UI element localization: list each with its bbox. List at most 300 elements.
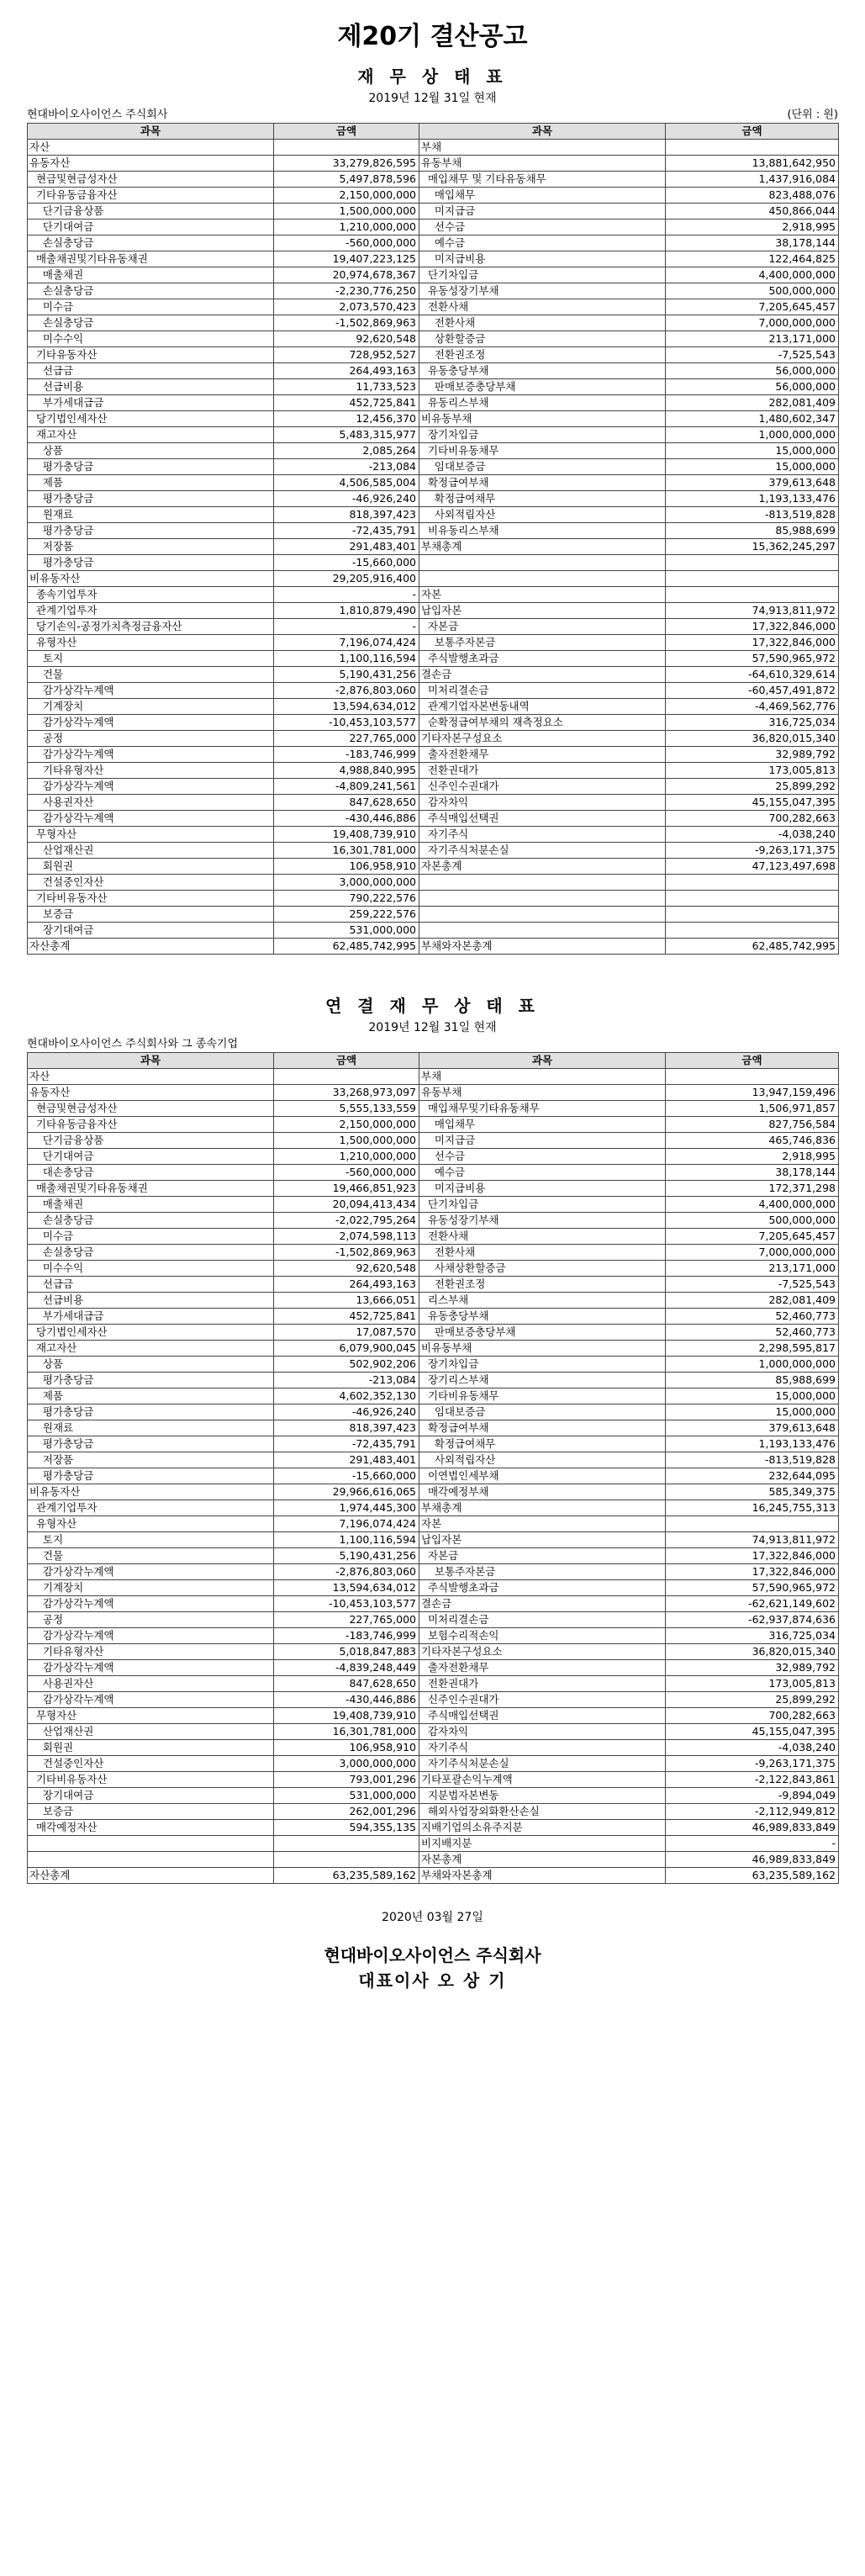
account-cell: 제품 <box>28 475 274 491</box>
amount-cell: 56,000,000 <box>666 363 839 379</box>
amount-cell: 52,460,773 <box>666 1325 839 1341</box>
account-cell: 선수금 <box>419 1149 666 1165</box>
amount-cell: 4,988,840,995 <box>274 763 419 779</box>
amount-cell: -2,022,795,264 <box>274 1213 419 1229</box>
account-cell: 보증금 <box>28 907 274 923</box>
amount-cell: 500,000,000 <box>666 283 839 299</box>
account-cell: 미지급비용 <box>419 251 666 267</box>
separate-table-body <box>28 140 839 955</box>
account-cell: 전환권조정 <box>419 1277 666 1293</box>
table-row <box>28 1452 839 1468</box>
amount-cell: 19,466,851,923 <box>274 1181 419 1197</box>
amount-cell: 32,989,792 <box>666 747 839 763</box>
account-cell: 자본총계 <box>419 1852 666 1868</box>
account-cell: 자기주식처분손실 <box>419 1756 666 1772</box>
amount-cell: 19,408,739,910 <box>274 1708 419 1724</box>
account-cell: 재고자산 <box>28 1341 274 1357</box>
amount-cell: 172,371,298 <box>666 1181 839 1197</box>
amount-cell: 594,355,135 <box>274 1820 419 1836</box>
account-cell: 무형자산 <box>28 827 274 843</box>
account-cell: 단기차입금 <box>419 1197 666 1213</box>
table-row <box>28 283 839 299</box>
amount-cell: 33,279,826,595 <box>274 156 419 172</box>
notice-title: 제20기 결산공고 <box>337 22 528 51</box>
account-cell: 유형자산 <box>28 1516 274 1532</box>
account-cell: 자기주식 <box>419 827 666 843</box>
amount-cell: 818,397,423 <box>274 1420 419 1436</box>
amount-cell: 1,100,116,594 <box>274 1532 419 1548</box>
amount-cell: 62,485,742,995 <box>274 939 419 955</box>
account-cell: 관계기업투자 <box>28 603 274 619</box>
amount-cell: 379,613,648 <box>666 475 839 491</box>
account-cell: 재고자산 <box>28 427 274 443</box>
table-row <box>28 747 839 763</box>
table-row <box>28 1564 839 1580</box>
account-cell: 부가세대급금 <box>28 395 274 411</box>
account-cell: 리스부채 <box>419 1293 666 1309</box>
header-account: 과목 <box>419 1053 666 1069</box>
account-cell: 유동충당부채 <box>419 1309 666 1325</box>
table-row <box>28 1868 839 1884</box>
amount-cell: -9,263,171,375 <box>666 1756 839 1772</box>
amount-cell <box>666 875 839 891</box>
amount-cell: 502,902,206 <box>274 1357 419 1373</box>
amount-cell: -9,263,171,375 <box>666 843 839 859</box>
amount-cell: 45,155,047,395 <box>666 1724 839 1740</box>
separate-heading: 재 무 상 태 표 <box>357 66 508 87</box>
account-cell: 기타유형자산 <box>28 763 274 779</box>
amount-cell: 19,408,739,910 <box>274 827 419 843</box>
account-cell: 확정급여채무 <box>419 491 666 507</box>
table-row <box>28 1612 839 1628</box>
table-row <box>28 1596 839 1612</box>
table-row <box>28 1149 839 1165</box>
notice-document <box>27 22 838 1993</box>
amount-cell: 12,456,370 <box>274 411 419 427</box>
account-cell: 판매보증충당부채 <box>419 1325 666 1341</box>
table-row <box>28 475 839 491</box>
amount-cell: -72,435,791 <box>274 1436 419 1452</box>
table-row <box>28 555 839 571</box>
consolidated-meta <box>27 1037 838 1052</box>
account-cell: 자기주식 <box>419 1740 666 1756</box>
amount-cell: 213,171,000 <box>666 331 839 347</box>
table-row <box>28 1373 839 1389</box>
table-row <box>28 1085 839 1101</box>
amount-cell: 847,628,650 <box>274 1676 419 1692</box>
account-cell: 기타유형자산 <box>28 1644 274 1660</box>
table-header-row <box>28 1053 839 1069</box>
account-cell: 기타비유동채무 <box>419 1389 666 1404</box>
table-row <box>28 715 839 731</box>
account-cell: 미처리결손금 <box>419 1612 666 1628</box>
account-cell: 평가충당금 <box>28 1373 274 1389</box>
table-row <box>28 1325 839 1341</box>
account-cell: 매입채무 <box>419 1117 666 1133</box>
amount-cell: 173,005,813 <box>666 763 839 779</box>
table-row <box>28 779 839 795</box>
account-cell: 감가상각누계액 <box>28 1692 274 1708</box>
amount-cell: 3,000,000,000 <box>274 1756 419 1772</box>
amount-cell: -430,446,886 <box>274 811 419 827</box>
account-cell: 전환사채 <box>419 315 666 331</box>
account-cell: 단기차입금 <box>419 267 666 283</box>
account-cell: 공정 <box>28 1612 274 1628</box>
account-cell: 매입채무 및 기타유동채무 <box>419 172 666 188</box>
account-cell: 기계장치 <box>28 1580 274 1596</box>
amount-cell: 1,810,879,490 <box>274 603 419 619</box>
amount-cell <box>666 140 839 156</box>
account-cell: 납입자본 <box>419 603 666 619</box>
account-cell: 사채상환할증금 <box>419 1261 666 1277</box>
amount-cell: 11,733,523 <box>274 379 419 395</box>
table-row <box>28 172 839 188</box>
table-row <box>28 507 839 523</box>
account-cell: 전환사채 <box>419 299 666 315</box>
account-cell: 보통주자본금 <box>419 1564 666 1580</box>
account-cell: 전환권대가 <box>419 763 666 779</box>
account-cell: 장기대여금 <box>28 923 274 939</box>
table-row <box>28 1293 839 1309</box>
amount-cell: 2,298,595,817 <box>666 1341 839 1357</box>
amount-cell: -7,525,543 <box>666 1277 839 1293</box>
amount-cell: 227,765,000 <box>274 1612 419 1628</box>
amount-cell: -4,809,241,561 <box>274 779 419 795</box>
account-cell: 자본금 <box>419 1548 666 1564</box>
amount-cell: -4,038,240 <box>666 827 839 843</box>
account-cell: 기타자본구성요소 <box>419 731 666 747</box>
table-row <box>28 1500 839 1516</box>
table-row <box>28 1436 839 1452</box>
amount-cell: 262,001,296 <box>274 1804 419 1820</box>
table-row <box>28 347 839 363</box>
account-cell: 해외사업장외화환산손실 <box>419 1804 666 1820</box>
amount-cell: 45,155,047,395 <box>666 795 839 811</box>
table-row <box>28 1165 839 1181</box>
account-cell <box>28 1852 274 1868</box>
account-cell: 장기차입금 <box>419 427 666 443</box>
amount-cell: - <box>274 619 419 635</box>
amount-cell: 56,000,000 <box>666 379 839 395</box>
amount-cell: 847,628,650 <box>274 795 419 811</box>
amount-cell: 264,493,163 <box>274 363 419 379</box>
account-cell: 확정급여채무 <box>419 1436 666 1452</box>
account-cell: 매출채권및기타유동채권 <box>28 251 274 267</box>
account-cell: 현금및현금성자산 <box>28 1101 274 1117</box>
account-cell: 비유동부채 <box>419 1341 666 1357</box>
account-cell: 장기대여금 <box>28 1788 274 1804</box>
amount-cell: 25,899,292 <box>666 779 839 795</box>
table-row <box>28 1660 839 1676</box>
account-cell: 전환권조정 <box>419 347 666 363</box>
amount-cell <box>666 907 839 923</box>
table-row <box>28 619 839 635</box>
amount-cell: 46,989,833,849 <box>666 1820 839 1836</box>
amount-cell: 316,725,034 <box>666 1628 839 1644</box>
account-cell: 회원권 <box>28 1740 274 1756</box>
amount-cell: 33,268,973,097 <box>274 1085 419 1101</box>
account-cell: 전환사채 <box>419 1229 666 1245</box>
amount-cell: -46,926,240 <box>274 1404 419 1420</box>
account-cell: 관계기업자본변동내역 <box>419 699 666 715</box>
amount-cell <box>666 555 839 571</box>
account-cell <box>419 923 666 939</box>
account-cell: 선급금 <box>28 1277 274 1293</box>
amount-cell: 452,725,841 <box>274 1309 419 1325</box>
amount-cell: 7,196,074,424 <box>274 1516 419 1532</box>
amount-cell: -72,435,791 <box>274 523 419 539</box>
amount-cell: 1,500,000,000 <box>274 204 419 220</box>
table-row <box>28 827 839 843</box>
amount-cell: -2,230,776,250 <box>274 283 419 299</box>
separate-company: 현대바이오사이언스 주식회사 <box>27 108 168 121</box>
table-row <box>28 1580 839 1596</box>
account-cell: 사외적립자산 <box>419 1452 666 1468</box>
table-row <box>28 1229 839 1245</box>
account-cell: 주식매입선택권 <box>419 811 666 827</box>
table-row <box>28 235 839 251</box>
footer-ceo: 대표이사 오 상 기 <box>358 1970 507 1991</box>
amount-cell: -10,453,103,577 <box>274 715 419 731</box>
table-row <box>28 1676 839 1692</box>
account-cell: 미처리결손금 <box>419 683 666 699</box>
account-cell: 판매보증충당부채 <box>419 379 666 395</box>
account-cell: 비유동리스부채 <box>419 523 666 539</box>
account-cell: 감가상각누계액 <box>28 683 274 699</box>
table-row <box>28 1404 839 1420</box>
amount-cell: 3,000,000,000 <box>274 875 419 891</box>
separate-unit: (단위 : 원) <box>787 108 838 121</box>
account-cell: 매각예정부채 <box>419 1484 666 1500</box>
amount-cell: 282,081,409 <box>666 1293 839 1309</box>
consolidated-company: 현대바이오사이언스 주식회사와 그 종속기업 <box>27 1038 238 1050</box>
amount-cell: 106,958,910 <box>274 859 419 875</box>
table-row <box>28 1804 839 1820</box>
account-cell <box>28 1836 274 1852</box>
account-cell: 확정급여부채 <box>419 475 666 491</box>
account-cell: 기타자본구성요소 <box>419 1644 666 1660</box>
account-cell: 평가충당금 <box>28 1468 274 1484</box>
footer-company: 현대바이오사이언스 주식회사 <box>324 1945 541 1965</box>
amount-cell: -15,660,000 <box>274 555 419 571</box>
amount-cell: 1,437,916,084 <box>666 172 839 188</box>
amount-cell: 5,190,431,256 <box>274 1548 419 1564</box>
account-cell: 미지급비용 <box>419 1181 666 1197</box>
amount-cell: 2,085,264 <box>274 443 419 459</box>
account-cell: 공정 <box>28 731 274 747</box>
account-cell: 미지급금 <box>419 1133 666 1149</box>
amount-cell: 15,000,000 <box>666 459 839 475</box>
consolidated-balance-table <box>27 1052 839 1884</box>
amount-cell: -2,112,949,812 <box>666 1804 839 1820</box>
account-cell: 건물 <box>28 1548 274 1564</box>
account-cell: 부채 <box>419 1069 666 1085</box>
amount-cell: 5,497,878,596 <box>274 172 419 188</box>
account-cell: 대손충당금 <box>28 1165 274 1181</box>
account-cell: 감가상각누계액 <box>28 1660 274 1676</box>
amount-cell: 36,820,015,340 <box>666 731 839 747</box>
account-cell: 주식발행초과금 <box>419 1580 666 1596</box>
amount-cell: 2,918,995 <box>666 220 839 235</box>
account-cell: 미수수익 <box>28 331 274 347</box>
account-cell: 저장품 <box>28 1452 274 1468</box>
account-cell <box>419 555 666 571</box>
amount-cell: 15,000,000 <box>666 1404 839 1420</box>
amount-cell: 2,918,995 <box>666 1149 839 1165</box>
header-amount: 금액 <box>666 124 839 140</box>
amount-cell: -183,746,999 <box>274 747 419 763</box>
account-cell: 평가충당금 <box>28 523 274 539</box>
account-cell: 부채 <box>419 140 666 156</box>
account-cell: 비지배지분 <box>419 1836 666 1852</box>
account-cell: 임대보증금 <box>419 459 666 475</box>
amount-cell: 1,210,000,000 <box>274 1149 419 1165</box>
account-cell: 자본 <box>419 1516 666 1532</box>
amount-cell: 1,974,445,300 <box>274 1500 419 1516</box>
amount-cell: 5,190,431,256 <box>274 667 419 683</box>
account-cell: 장기리스부채 <box>419 1373 666 1389</box>
table-row <box>28 1389 839 1404</box>
table-row <box>28 939 839 955</box>
account-cell: 지배기업의소유주지분 <box>419 1820 666 1836</box>
account-cell: 손실충당금 <box>28 1213 274 1229</box>
table-row <box>28 140 839 156</box>
amount-cell: 32,989,792 <box>666 1660 839 1676</box>
account-cell: 기타비유동채무 <box>419 443 666 459</box>
account-cell: 산업재산권 <box>28 843 274 859</box>
table-row <box>28 1261 839 1277</box>
account-cell: 납입자본 <box>419 1532 666 1548</box>
amount-cell: -60,457,491,872 <box>666 683 839 699</box>
amount-cell: 2,074,598,113 <box>274 1229 419 1245</box>
amount-cell: 38,178,144 <box>666 235 839 251</box>
account-cell: 이연법인세부채 <box>419 1468 666 1484</box>
account-cell: 자본금 <box>419 619 666 635</box>
account-cell: 신주인수권대가 <box>419 779 666 795</box>
amount-cell: 379,613,648 <box>666 1420 839 1436</box>
amount-cell: 1,506,971,857 <box>666 1101 839 1117</box>
account-cell: 유동성장기부채 <box>419 283 666 299</box>
account-cell: 현금및현금성자산 <box>28 172 274 188</box>
amount-cell: 7,196,074,424 <box>274 635 419 651</box>
amount-cell: -213,084 <box>274 1373 419 1389</box>
table-row <box>28 459 839 475</box>
consolidated-date: 2019년 12월 31일 현재 <box>368 1021 497 1034</box>
amount-cell: 29,205,916,400 <box>274 571 419 587</box>
amount-cell: 13,666,051 <box>274 1293 419 1309</box>
amount-cell: -1,502,869,963 <box>274 1245 419 1261</box>
amount-cell: 227,765,000 <box>274 731 419 747</box>
table-row <box>28 1740 839 1756</box>
account-cell: 자본 <box>419 587 666 603</box>
amount-cell: 74,913,811,972 <box>666 1532 839 1548</box>
table-row <box>28 635 839 651</box>
amount-cell: 16,245,755,313 <box>666 1500 839 1516</box>
amount-cell: 13,594,634,012 <box>274 699 419 715</box>
amount-cell: 728,952,527 <box>274 347 419 363</box>
account-cell: 사용권자산 <box>28 795 274 811</box>
amount-cell: 173,005,813 <box>666 1676 839 1692</box>
account-cell: 상품 <box>28 443 274 459</box>
account-cell: 자본총계 <box>419 859 666 875</box>
account-cell: 원재료 <box>28 507 274 523</box>
account-cell: 감자차익 <box>419 795 666 811</box>
amount-cell: 700,282,663 <box>666 1708 839 1724</box>
amount-cell: -560,000,000 <box>274 235 419 251</box>
amount-cell <box>274 1852 419 1868</box>
table-row <box>28 907 839 923</box>
table-row <box>28 1628 839 1644</box>
amount-cell: 450,866,044 <box>666 204 839 220</box>
amount-cell: -62,937,874,636 <box>666 1612 839 1628</box>
table-row <box>28 1245 839 1261</box>
account-cell: 비유동부채 <box>419 411 666 427</box>
table-row <box>28 667 839 683</box>
account-cell: 기타비유동자산 <box>28 891 274 907</box>
table-row <box>28 491 839 507</box>
amount-cell: 106,958,910 <box>274 1740 419 1756</box>
account-cell: 감가상각누계액 <box>28 1564 274 1580</box>
table-row <box>28 1133 839 1149</box>
table-row <box>28 1852 839 1868</box>
table-row <box>28 1644 839 1660</box>
table-row <box>28 1357 839 1373</box>
amount-cell <box>274 140 419 156</box>
account-cell: 평가충당금 <box>28 459 274 475</box>
amount-cell: 5,555,133,559 <box>274 1101 419 1117</box>
amount-cell: -64,610,329,614 <box>666 667 839 683</box>
account-cell: 감가상각누계액 <box>28 747 274 763</box>
table-row <box>28 1692 839 1708</box>
amount-cell: 7,000,000,000 <box>666 315 839 331</box>
account-cell: 기타유동금융자산 <box>28 1117 274 1133</box>
account-cell: 결손금 <box>419 1596 666 1612</box>
table-row <box>28 1101 839 1117</box>
amount-cell <box>274 1836 419 1852</box>
table-row <box>28 923 839 939</box>
account-cell: 미수금 <box>28 1229 274 1245</box>
account-cell: 유동부채 <box>419 1085 666 1101</box>
amount-cell: 57,590,965,972 <box>666 1580 839 1596</box>
table-row <box>28 220 839 235</box>
account-cell: 자산 <box>28 140 274 156</box>
account-cell: 자산 <box>28 1069 274 1085</box>
account-cell: 자산총계 <box>28 1868 274 1884</box>
table-row <box>28 204 839 220</box>
amount-cell: 213,171,000 <box>666 1261 839 1277</box>
account-cell: 순확정급여부채의 재측정요소 <box>419 715 666 731</box>
table-row <box>28 395 839 411</box>
table-row <box>28 587 839 603</box>
table-row <box>28 299 839 315</box>
table-row <box>28 379 839 395</box>
account-cell <box>419 907 666 923</box>
amount-cell: 92,620,548 <box>274 1261 419 1277</box>
amount-cell: -4,839,248,449 <box>274 1660 419 1676</box>
account-cell: 회원권 <box>28 859 274 875</box>
account-cell: 매출채권 <box>28 1197 274 1213</box>
account-cell: 비유동자산 <box>28 571 274 587</box>
account-cell: 보통주자본금 <box>419 635 666 651</box>
amount-cell: -7,525,543 <box>666 347 839 363</box>
amount-cell: 1,210,000,000 <box>274 220 419 235</box>
account-cell: 기타유동금융자산 <box>28 188 274 204</box>
amount-cell: 63,235,589,162 <box>666 1868 839 1884</box>
account-cell: 토지 <box>28 651 274 667</box>
account-cell: 토지 <box>28 1532 274 1548</box>
account-cell: 저장품 <box>28 539 274 555</box>
account-cell: 부채와자본총계 <box>419 939 666 955</box>
